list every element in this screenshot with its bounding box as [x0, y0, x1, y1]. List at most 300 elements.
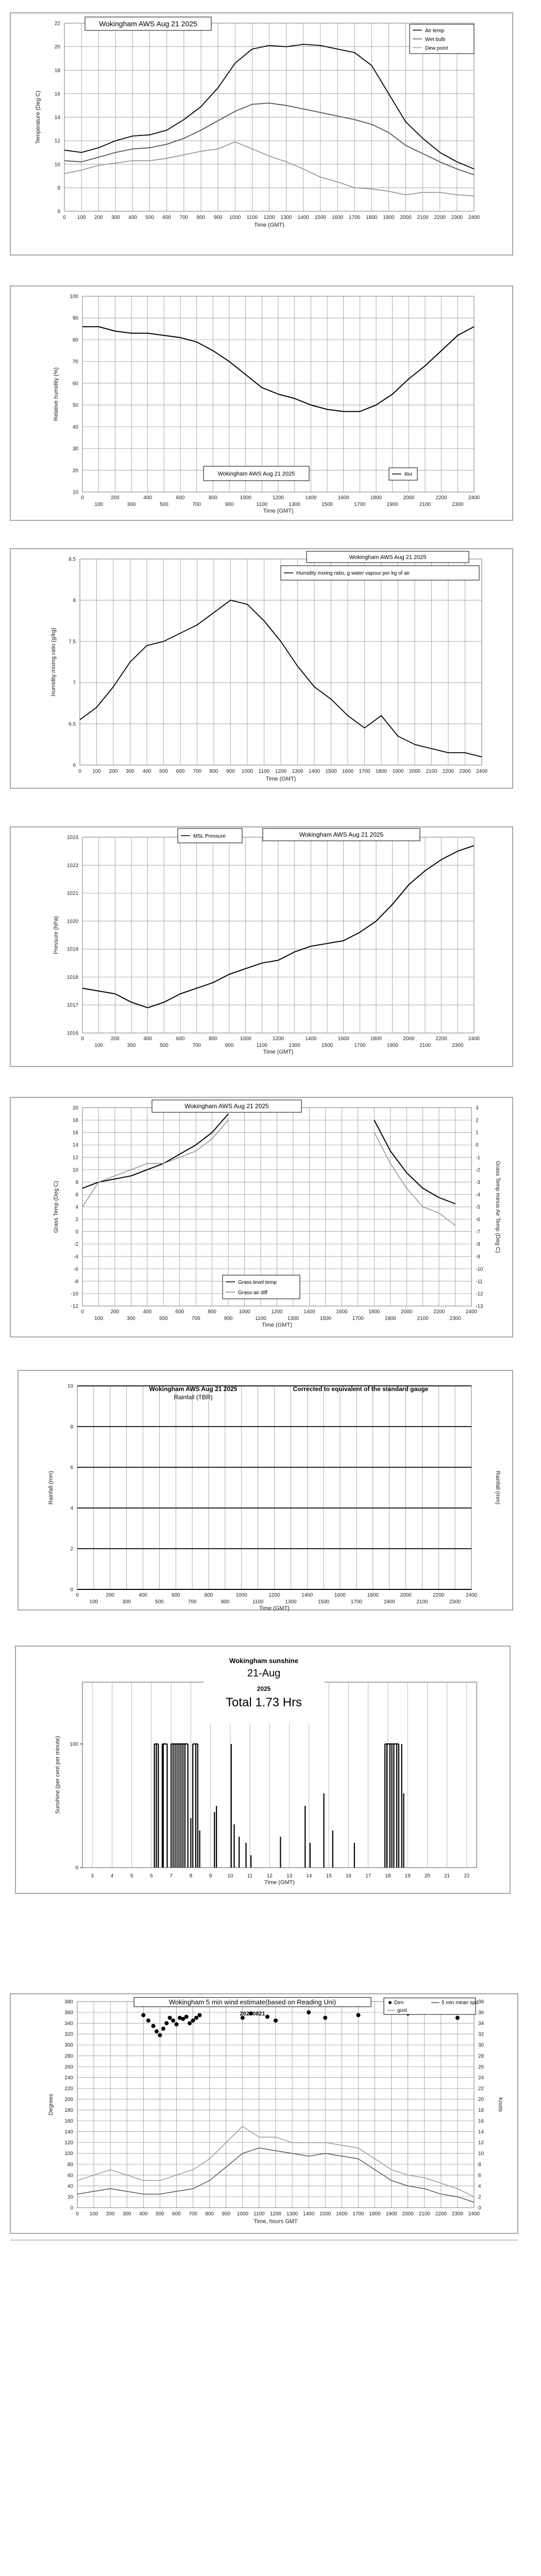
y-tick-label: 10: [67, 1383, 73, 1389]
x-tick-label: 2000: [400, 1592, 412, 1598]
x-tick-label: 900: [213, 215, 223, 221]
x-tick-label: 400: [139, 2211, 148, 2217]
x-tick-label: 1900: [385, 2211, 397, 2217]
wind-direction-point: [194, 2016, 198, 2020]
y-axis-title-right: Rainfall (mm): [495, 1470, 501, 1505]
x-tick-label: 700: [188, 1599, 197, 1605]
x-tick-label: 800: [205, 2211, 214, 2217]
x-tick-label: 1100: [258, 769, 270, 774]
x-tick-label: 2400: [465, 1309, 478, 1315]
y-tick-label: 0: [70, 1587, 73, 1593]
y-tick-label: 1017: [66, 1003, 78, 1009]
x-tick-label: 1000: [240, 495, 251, 501]
y-right-tick-label: 26: [478, 2064, 484, 2070]
x-tick-label: 1100: [256, 1043, 268, 1048]
legend-label: Dirn: [394, 2000, 404, 2006]
legend-label: Wet bulb: [425, 37, 446, 43]
y-tick-label: 6: [73, 762, 76, 769]
x-tick-label: 1500: [319, 1316, 331, 1321]
x-tick-label: 600: [176, 769, 185, 774]
y-right-tick-label: -2: [476, 1167, 480, 1173]
x-tick-label: 1400: [297, 215, 309, 221]
x-tick-label: 1200: [269, 2211, 282, 2217]
x-tick-label: 500: [156, 2211, 164, 2217]
wind-direction-point: [274, 2019, 278, 2023]
x-tick-label: 18: [385, 1873, 391, 1879]
x-tick-label: 600: [175, 1309, 184, 1315]
y-axis-title-right: Grass Temp minus Air Temp (Deg C): [495, 1161, 501, 1253]
x-tick-label: 700: [179, 215, 189, 221]
x-tick-label: 1100: [252, 1599, 264, 1605]
x-tick-label: 2200: [435, 495, 447, 501]
chart-title: Wokingham AWS Aug 21 2025: [299, 831, 384, 839]
y-tick-label: 16: [72, 1130, 78, 1136]
y-tick-label: 20: [54, 44, 60, 50]
x-tick-label: 2100: [419, 1043, 431, 1048]
x-tick-label: 10: [227, 1873, 233, 1879]
y-axis-title: Rainfall (mm): [48, 1470, 54, 1505]
wind-direction-point: [188, 2021, 192, 2025]
x-tick-label: 200: [94, 215, 103, 221]
y-tick-label: 240: [64, 2075, 73, 2081]
wind-direction-point: [158, 2033, 162, 2037]
wind-direction-point: [151, 2024, 156, 2028]
y-right-tick-label: 16: [478, 2119, 484, 2125]
x-tick-label: 900: [225, 502, 234, 507]
x-axis-title: Time (GMT): [265, 776, 296, 782]
x-tick-label: 600: [171, 1592, 180, 1598]
legend-label: Air temp: [425, 28, 445, 34]
x-tick-label: 1600: [342, 769, 354, 774]
x-tick-label: 1300: [292, 769, 303, 774]
y-right-tick-label: 6: [478, 2173, 481, 2179]
x-tick-label: 1600: [336, 2211, 348, 2217]
x-tick-label: 800: [208, 495, 217, 501]
x-tick-label: 900: [221, 1599, 230, 1605]
x-tick-label: 1000: [236, 2211, 248, 2217]
x-tick-label: 1600: [336, 1309, 348, 1315]
y-tick-label: 4: [70, 1505, 73, 1512]
y-tick-label: 90: [72, 315, 78, 321]
x-tick-label: 0: [63, 215, 66, 221]
x-tick-label: 900: [225, 1043, 234, 1048]
x-tick-label: 1800: [368, 1309, 380, 1315]
y-tick-label: -6: [74, 1266, 78, 1273]
x-tick-label: 1300: [286, 2211, 298, 2217]
x-tick-label: 1900: [386, 502, 398, 507]
y-tick-label: 4: [75, 1205, 78, 1210]
y-tick-label: -8: [74, 1279, 78, 1285]
x-axis-title: Time (GMT): [264, 1879, 295, 1886]
y-axis-title: Pressure (hPa): [53, 916, 59, 954]
y-tick-label: 12: [72, 1155, 78, 1161]
x-tick-label: 900: [222, 2211, 231, 2217]
x-tick-label: 1300: [287, 1316, 299, 1321]
x-tick-label: 2300: [452, 502, 464, 507]
y-tick-label: 100: [64, 2151, 73, 2157]
x-axis-title: Time (GMT): [259, 1605, 290, 1612]
y-tick-label: 14: [54, 115, 60, 121]
y-tick-label: 50: [72, 402, 78, 409]
chart-humidity: [10, 286, 513, 520]
legend-swatch: [388, 2001, 392, 2004]
x-tick-label: 1900: [392, 769, 404, 774]
y-tick-label: 340: [64, 2021, 73, 2027]
y-tick-label: 8: [73, 598, 76, 604]
x-tick-label: 17: [365, 1873, 371, 1879]
x-tick-label: 1800: [370, 1036, 382, 1042]
x-tick-label: 2400: [465, 1592, 478, 1598]
y-right-tick-label: 30: [478, 2042, 484, 2048]
wind-direction-point: [323, 2016, 327, 2020]
x-axis-title: Time (GMT): [254, 222, 284, 228]
x-tick-label: 300: [122, 1599, 131, 1605]
y-right-tick-label: 2: [478, 2194, 481, 2200]
y-tick-label: 7.5: [69, 639, 76, 645]
x-tick-label: 1800: [367, 1592, 379, 1598]
x-tick-label: 1000: [229, 215, 241, 221]
x-tick-label: 2400: [468, 2211, 480, 2217]
x-tick-label: 2100: [426, 769, 437, 774]
x-tick-label: 600: [172, 2211, 181, 2217]
x-tick-label: 2400: [476, 769, 488, 774]
x-tick-label: 1100: [246, 215, 258, 221]
x-tick-label: 1200: [272, 495, 284, 501]
x-tick-label: 200: [110, 1036, 120, 1042]
wind-direction-point: [265, 2014, 269, 2019]
y-tick-label: 1023: [66, 835, 78, 841]
y-tick-label: 1021: [66, 891, 78, 897]
x-tick-label: 1400: [305, 1036, 317, 1042]
x-tick-label: 1700: [354, 502, 366, 507]
wind-direction-point: [161, 2027, 165, 2031]
x-tick-label: 2200: [435, 1036, 447, 1042]
x-tick-label: 7: [170, 1873, 173, 1879]
x-tick-label: 0: [81, 1309, 84, 1315]
y-tick-label: 70: [72, 359, 78, 365]
wind-direction-point: [455, 2016, 460, 2020]
y-tick-label: 2: [75, 1217, 78, 1223]
x-axis-title: Time, hours GMT: [253, 2218, 298, 2225]
x-tick-label: 0: [76, 2211, 79, 2217]
wind-direction-point: [155, 2029, 159, 2033]
legend-label: 5 min mean spd: [442, 2000, 479, 2006]
y-right-tick-label: 10: [478, 2151, 484, 2157]
x-tick-label: 200: [110, 1309, 120, 1315]
x-tick-label: 300: [127, 1043, 136, 1048]
x-tick-label: 2000: [409, 769, 421, 774]
x-tick-label: 1000: [240, 1036, 251, 1042]
x-tick-label: 11: [247, 1873, 253, 1879]
y-right-tick-label: -6: [476, 1217, 480, 1223]
y-right-tick-label: -13: [476, 1303, 483, 1310]
y-tick-label: 20: [72, 1105, 78, 1111]
x-tick-label: 600: [176, 1036, 185, 1042]
chart-title: Wokingham sunshine: [229, 1657, 299, 1665]
x-tick-label: 300: [127, 502, 136, 507]
y-right-tick-label: 2: [476, 1117, 479, 1124]
x-tick-label: 2200: [433, 1309, 445, 1315]
y-axis-title-right: Knots: [497, 2097, 503, 2112]
x-tick-label: 1600: [331, 215, 344, 221]
x-tick-label: 8: [189, 1873, 193, 1879]
x-tick-label: 1500: [321, 502, 333, 507]
y-tick-label: 10: [54, 162, 60, 168]
x-tick-label: 300: [126, 769, 134, 774]
y-right-tick-label: 1: [476, 1130, 479, 1136]
y-tick-label: 8: [75, 1179, 78, 1185]
x-tick-label: 100: [92, 769, 101, 774]
x-tick-label: 12: [266, 1873, 273, 1879]
y-tick-label: 0: [75, 1229, 78, 1235]
y-right-tick-label: 8: [478, 2162, 481, 2168]
x-tick-label: 1100: [253, 2211, 265, 2217]
wind-direction-point: [146, 2019, 150, 2023]
x-tick-label: 19: [404, 1873, 411, 1879]
wind-direction-point: [191, 2019, 195, 2023]
y-right-tick-label: -3: [476, 1179, 480, 1185]
x-tick-label: 1000: [241, 769, 253, 774]
x-tick-label: 500: [159, 1043, 168, 1048]
wind-direction-point: [184, 2014, 189, 2019]
y-tick-label: 80: [72, 337, 78, 343]
y-tick-label: 160: [64, 2119, 73, 2125]
x-tick-label: 2100: [417, 1316, 429, 1321]
x-tick-label: 1900: [386, 1043, 398, 1048]
legend-label: Grass-air diff: [238, 1290, 268, 1296]
y-tick-label: -2: [74, 1242, 78, 1248]
x-tick-label: 1300: [289, 1043, 300, 1048]
x-tick-label: 2200: [442, 769, 454, 774]
y-tick-label: 30: [72, 446, 78, 452]
x-tick-label: 1200: [268, 1592, 280, 1598]
y-tick-label: 140: [64, 2129, 73, 2136]
x-tick-label: 14: [306, 1873, 312, 1879]
y-tick-label: 100: [70, 294, 78, 300]
x-axis-title: Time (GMT): [263, 1049, 294, 1055]
x-tick-label: 2000: [403, 495, 415, 501]
x-tick-label: 400: [128, 215, 137, 221]
x-tick-label: 1200: [263, 215, 275, 221]
x-tick-label: 1900: [384, 1316, 396, 1321]
chart-wind: [10, 1994, 518, 2240]
chart-mixing-ratio: [10, 549, 513, 788]
y-tick-label: 380: [64, 1999, 73, 2005]
y-right-tick-label: 14: [478, 2129, 484, 2136]
y-right-tick-label: 28: [478, 2053, 484, 2059]
chart-subtitle: 20250821: [240, 2011, 265, 2017]
x-tick-label: 1000: [235, 1592, 247, 1598]
x-tick-label: 6: [150, 1873, 153, 1879]
y-right-tick-label: 36: [478, 2010, 484, 2016]
x-tick-label: 1800: [366, 215, 378, 221]
chart-title: Wokingham AWS Aug 21 2025: [184, 1103, 269, 1110]
x-tick-label: 0: [76, 1592, 79, 1598]
x-tick-label: 1300: [289, 502, 300, 507]
y-axis-title: Humidity mixing ratio (g/kg): [50, 628, 57, 697]
legend-label: Grass level temp: [238, 1279, 277, 1285]
y-tick-label: 8: [57, 185, 60, 191]
y-tick-label: 200: [64, 2096, 73, 2103]
chart-title: Wokingham AWS Aug 21 2025: [217, 470, 295, 477]
x-axis-title: Time (GMT): [262, 1322, 292, 1328]
x-tick-label: 800: [209, 769, 218, 774]
y-axis-title: Relative humidity (%): [53, 367, 59, 421]
x-tick-label: 700: [192, 1043, 201, 1048]
y-tick-label: 360: [64, 2010, 73, 2016]
x-tick-label: 2000: [400, 215, 412, 221]
x-tick-label: 800: [208, 1309, 217, 1315]
y-right-tick-label: -11: [476, 1279, 483, 1285]
y-tick-label: 0: [70, 2205, 73, 2211]
x-tick-label: 4: [110, 1873, 114, 1879]
y-tick-label: 14: [72, 1142, 78, 1148]
x-tick-label: 0: [81, 495, 84, 501]
x-tick-label: 2300: [452, 1043, 464, 1048]
y-axis-title: Degrees: [48, 2094, 54, 2115]
wind-direction-point: [168, 2016, 172, 2020]
x-tick-label: 400: [143, 1309, 152, 1315]
y-right-tick-label: 18: [478, 2108, 484, 2114]
x-tick-label: 21: [444, 1873, 450, 1879]
x-tick-label: 1700: [350, 1599, 362, 1605]
y-tick-label: 1018: [66, 974, 78, 980]
x-tick-label: 2400: [468, 495, 480, 501]
x-tick-label: 1500: [321, 1043, 333, 1048]
legend-label: RH: [404, 471, 412, 478]
y-tick-label: 20: [67, 2194, 73, 2200]
y-axis-title: Sunshine (per cent per minute): [55, 1736, 61, 1814]
y-tick-label: 60: [72, 381, 78, 387]
x-tick-label: 2300: [451, 215, 463, 221]
y-tick-label: 6.5: [69, 721, 76, 727]
x-tick-label: 5: [130, 1873, 133, 1879]
y-tick-label: 0: [75, 1865, 78, 1871]
y-tick-label: 120: [64, 2140, 73, 2146]
legend-label: Dew point: [425, 45, 448, 52]
x-tick-label: 500: [159, 769, 168, 774]
chart-date: 21-Aug: [247, 1668, 281, 1679]
y-tick-label: 8: [70, 1424, 73, 1430]
x-tick-label: 900: [226, 769, 235, 774]
x-tick-label: 1200: [275, 769, 287, 774]
x-tick-label: 0: [81, 1036, 84, 1042]
y-tick-label: 1022: [66, 862, 78, 869]
wind-direction-point: [307, 2010, 311, 2014]
x-tick-label: 22: [464, 1873, 470, 1879]
y-right-tick-label: 32: [478, 2031, 484, 2038]
y-right-tick-label: 3: [476, 1105, 479, 1111]
wind-direction-point: [175, 2022, 179, 2026]
y-right-tick-label: 0: [478, 2205, 481, 2211]
y-right-tick-label: -9: [476, 1254, 480, 1260]
chart-title: Wokingham AWS Aug 21 2025: [99, 19, 197, 28]
y-right-tick-label: -4: [476, 1192, 480, 1198]
x-tick-label: 900: [224, 1316, 233, 1321]
x-tick-label: 2300: [451, 2211, 464, 2217]
y-tick-label: 10: [72, 1167, 78, 1173]
x-tick-label: 2300: [459, 769, 471, 774]
x-tick-label: 3: [91, 1873, 94, 1879]
y-right-tick-label: 38: [478, 1999, 484, 2005]
x-tick-label: 1900: [383, 1599, 395, 1605]
x-tick-label: 2000: [403, 1036, 415, 1042]
y-tick-label: 2: [70, 1546, 73, 1552]
chart-subtitle: Rainfall (TBR): [174, 1394, 213, 1401]
x-tick-label: 1500: [318, 1599, 330, 1605]
y-tick-label: 320: [64, 2031, 73, 2038]
y-right-tick-label: 0: [476, 1142, 479, 1148]
legend-label: Humidity mixing ratio, g water vapour per kg of air: [296, 570, 410, 577]
x-tick-label: 700: [192, 502, 201, 507]
x-tick-label: 2200: [435, 2211, 447, 2217]
x-tick-label: 2100: [417, 215, 429, 221]
wind-direction-point: [141, 2013, 145, 2017]
x-tick-label: 500: [159, 502, 168, 507]
x-tick-label: 1400: [301, 1592, 313, 1598]
y-tick-label: 6: [75, 1192, 78, 1198]
y-tick-label: 1016: [66, 1030, 78, 1037]
x-tick-label: 700: [193, 769, 201, 774]
y-right-tick-label: 24: [478, 2075, 484, 2081]
y-right-tick-label: -8: [476, 1242, 480, 1248]
x-tick-label: 13: [286, 1873, 293, 1879]
x-tick-label: 2300: [449, 1599, 461, 1605]
x-tick-label: 1400: [303, 2211, 315, 2217]
x-tick-label: 1700: [349, 215, 361, 221]
chart-title: Wokingham AWS Aug 21 2025: [149, 1385, 238, 1393]
x-tick-label: 1100: [256, 502, 268, 507]
y-tick-label: 6: [70, 1465, 73, 1471]
y-tick-label: -12: [71, 1303, 78, 1310]
x-tick-label: 1600: [337, 1036, 349, 1042]
x-tick-label: 1500: [319, 2211, 331, 2217]
x-tick-label: 200: [106, 1592, 115, 1598]
x-tick-label: 800: [208, 1036, 217, 1042]
x-tick-label: 16: [345, 1873, 351, 1879]
x-tick-label: 1700: [359, 769, 370, 774]
y-tick-label: 280: [64, 2053, 73, 2059]
x-tick-label: 500: [155, 1599, 164, 1605]
x-tick-label: 2300: [449, 1316, 461, 1321]
y-tick-label: 22: [54, 21, 60, 27]
x-tick-label: 1200: [272, 1036, 284, 1042]
legend-label: MSL Pressure: [193, 833, 226, 839]
y-right-tick-label: 12: [478, 2140, 484, 2146]
x-tick-label: 400: [143, 495, 153, 501]
x-tick-label: 600: [162, 215, 172, 221]
chart-rainfall: [18, 1370, 513, 1612]
x-tick-label: 20: [424, 1873, 430, 1879]
x-tick-label: 1000: [239, 1309, 250, 1315]
y-right-tick-label: -5: [476, 1205, 480, 1210]
y-right-tick-label: 22: [478, 2086, 484, 2092]
x-tick-label: 2100: [418, 2211, 430, 2217]
wind-direction-point: [164, 2021, 168, 2025]
y-tick-label: 16: [54, 91, 60, 97]
y-tick-label: 20: [72, 468, 78, 474]
y-tick-label: 6: [57, 209, 60, 215]
chart-temperature: [10, 13, 513, 255]
chart-title: Wokingham 5 min wind estimate(based on Reading Uni): [168, 1998, 336, 2006]
x-tick-label: 9: [209, 1873, 212, 1879]
y-tick-label: 60: [67, 2173, 73, 2179]
x-tick-label: 1700: [354, 1043, 366, 1048]
x-tick-label: 1100: [255, 1316, 266, 1321]
y-right-tick-label: 20: [478, 2096, 484, 2103]
x-tick-label: 15: [326, 1873, 332, 1879]
y-right-tick-label: 4: [478, 2183, 481, 2190]
